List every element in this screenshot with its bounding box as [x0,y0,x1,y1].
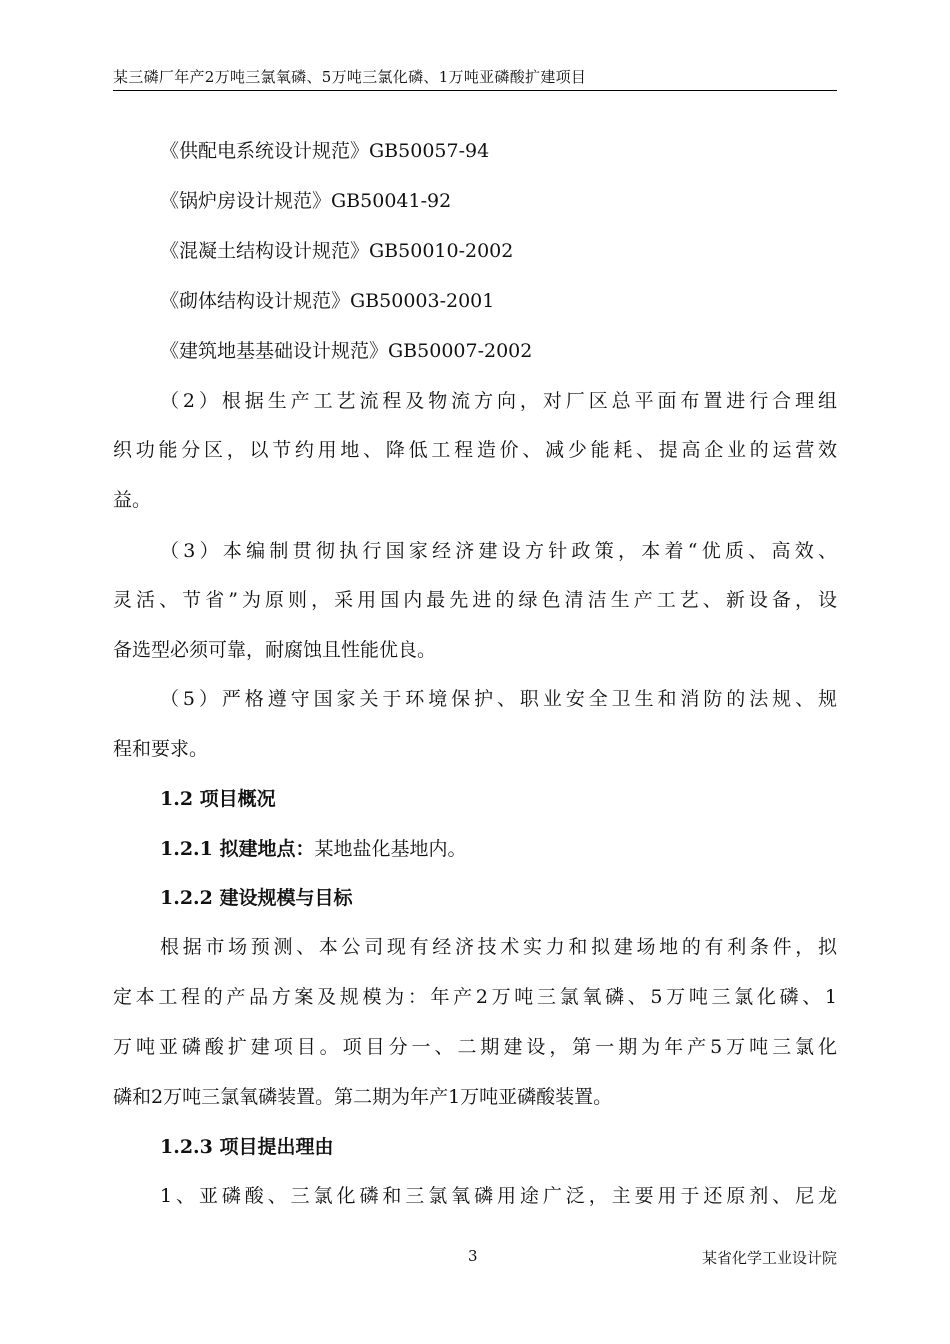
section-heading-text: 某地盐化基地内。 [314,838,467,860]
section-heading: 1.2 项目概况 [160,788,276,810]
paragraph-line: （3）本编制贯彻执行国家经济建设方针政策，本着“优质、高效、 [160,540,837,562]
paragraph-line: 定本工程的产品方案及规模为：年产2万吨三氯氧磷、5万吨三氯化磷、1 [113,986,837,1008]
header-divider [113,90,837,91]
paragraph-line: 灵活、节省”为原则，采用国内最先进的绿色清洁生产工艺、新设备，设 [113,589,837,611]
reference-item: 《供配电系统设计规范》GB50057-94 [160,140,490,162]
section-heading-label: 1.2.1 拟建地点： [160,838,315,860]
paragraph-line: 备选型必须可靠，耐腐蚀且性能优良。 [113,639,437,661]
paragraph-line: （2）根据生产工艺流程及物流方向，对厂区总平面布置进行合理组 [160,390,837,412]
section-heading: 1.2.2 建设规模与目标 [160,887,353,909]
page-header-title: 某三磷厂年产2万吨三氯氧磷、5万吨三氯化磷、1万吨亚磷酸扩建项目 [113,68,587,86]
section-heading [160,836,884,862]
section-heading: 1.2.3 项目提出理由 [160,1136,334,1158]
page-number: 3 [468,1247,478,1265]
paragraph-line: 磷和2万吨三氯氧磷装置。第二期为年产1万吨亚磷酸装置。 [113,1086,613,1108]
paragraph-line: 万吨亚磷酸扩建项目。项目分一、二期建设，第一期为年产5万吨三氯化 [113,1036,837,1058]
paragraph-line: 根据市场预测、本公司现有经济技术实力和拟建场地的有利条件，拟 [160,936,837,958]
paragraph-line: （5）严格遵守国家关于环境保护、职业安全卫生和消防的法规、规 [160,688,837,710]
paragraph-line: 程和要求。 [113,738,209,760]
reference-item: 《混凝土结构设计规范》GB50010-2002 [160,240,514,262]
reference-item: 《砌体结构设计规范》GB50003-2001 [160,290,495,312]
paragraph-line: 织功能分区，以节约用地、降低工程造价、减少能耗、提高企业的运营效 [113,439,837,461]
footer-organization: 某省化学工业设计院 [701,1249,837,1267]
paragraph-line: 1、亚磷酸、三氯化磷和三氯氧磷用途广泛，主要用于还原剂、尼龙 [160,1185,837,1207]
paragraph-line: 益。 [113,489,152,511]
reference-item: 《建筑地基基础设计规范》GB50007-2002 [160,340,533,362]
reference-item: 《锅炉房设计规范》GB50041-92 [160,190,452,212]
